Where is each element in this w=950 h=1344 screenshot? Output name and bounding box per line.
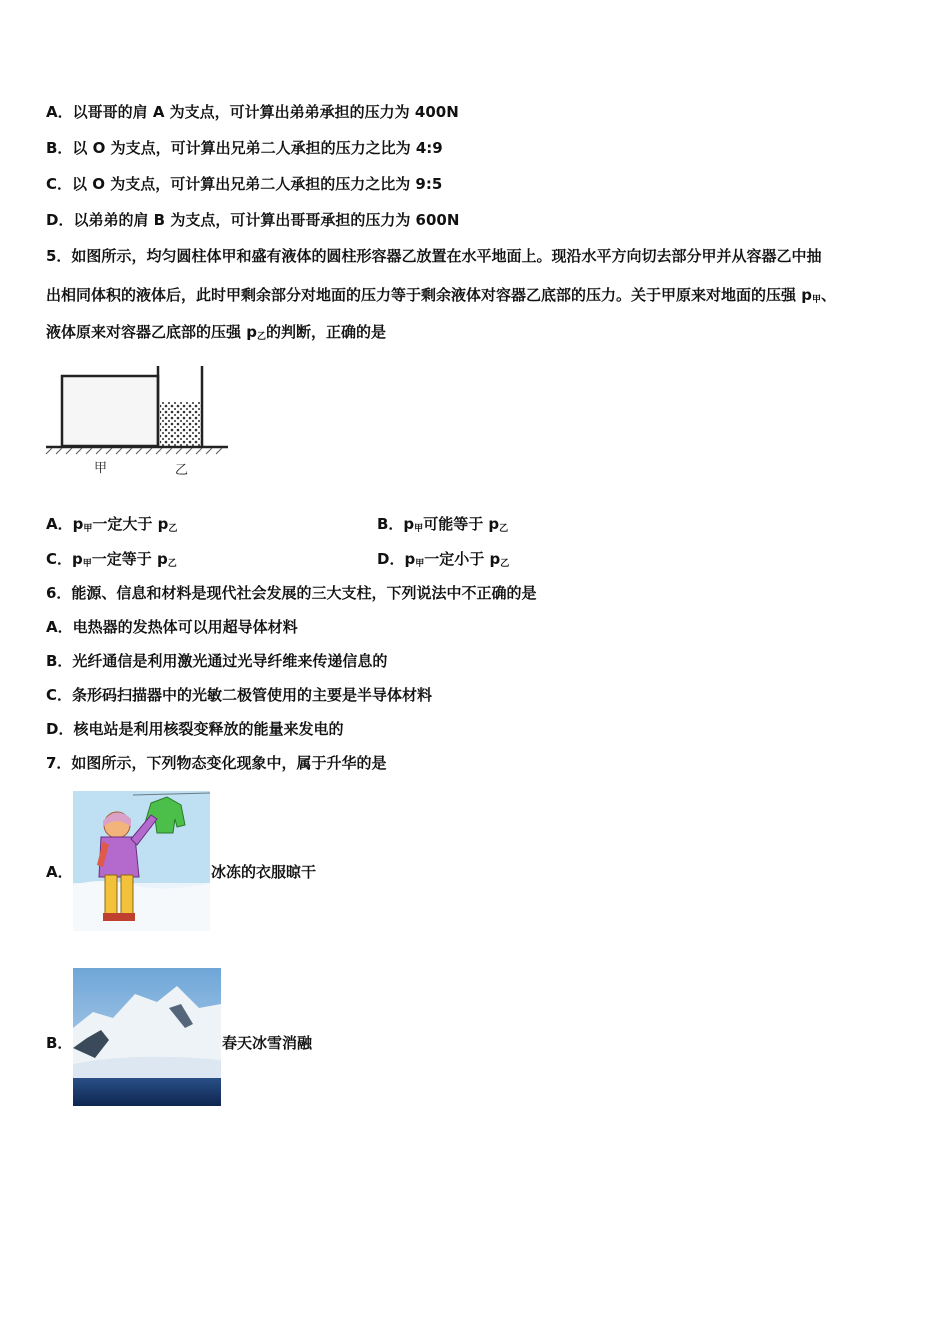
q6-option-b: B．光纤通信是利用激光通过光导纤维来传递信息的 [46, 652, 388, 670]
q6-option-a: A．电热器的发热体可以用超导体材料 [46, 618, 298, 636]
q5-stem-line3: 液体原来对容器乙底部的压强 $p_乙$的判断，正确的是 [46, 323, 386, 342]
q7-image-snow-mountain [73, 968, 221, 1106]
q5-option-d: D．$p_甲$一定小于 $p_乙$ [377, 550, 510, 569]
q4-option-c: C．以 O 为支点，可计算出兄弟二人承担的压力之比为 9:5 [46, 175, 443, 193]
cylinder-jia [62, 376, 158, 446]
q7-image-frozen-clothes [73, 785, 210, 931]
q6-stem: 6．能源、信息和材料是现代社会发展的三大支柱，下列说法中不正确的是 [46, 584, 537, 602]
q7-option-a-caption: 冰冻的衣服晾干 [211, 863, 317, 881]
q4-option-a: A．以哥哥的肩 A 为支点，可计算出弟弟承担的压力为 400N [46, 103, 459, 121]
q7-stem: 7．如图所示，下列物态变化现象中，属于升华的是 [46, 754, 387, 772]
q5-option-b: B．$p_甲$可能等于 $p_乙$ [377, 515, 509, 534]
q7-option-b-label: B． [46, 1034, 73, 1052]
q5-option-c: C．$p_甲$一定等于 $p_乙$ [46, 550, 177, 569]
q4-option-b: B．以 O 为支点，可计算出兄弟二人承担的压力之比为 4:9 [46, 139, 443, 157]
q6-option-c: C．条形码扫描器中的光敏二极管使用的主要是半导体材料 [46, 686, 433, 704]
label-jia: 甲 [94, 461, 108, 476]
label-yi: 乙 [175, 463, 189, 478]
container-yi-liquid [160, 402, 201, 446]
q6-option-d: D．核电站是利用核裂变释放的能量来发电的 [46, 720, 344, 738]
q4-option-d: D．以弟弟的肩 B 为支点，可计算出哥哥承担的压力为 600N [46, 211, 460, 229]
q5-figure-cylinder-container [44, 362, 230, 480]
q7-option-a-label: A． [46, 863, 73, 881]
q5-stem-line2: 出相同体积的液体后，此时甲剩余部分对地面的压力等于剩余液体对容器乙底部的压力。关于甲原来对地面的压强 $p_甲$、 [46, 286, 836, 305]
q5-stem-line1: 5．如图所示，均匀圆柱体甲和盛有液体的圆柱形容器乙放置在水平地面上。现沿水平方向切去部分甲并从容器乙中抽 [46, 247, 822, 265]
q5-option-a: A．$p_甲$一定大于 $p_乙$ [46, 515, 178, 534]
q7-option-b-caption: 春天冰雪消融 [222, 1034, 313, 1052]
